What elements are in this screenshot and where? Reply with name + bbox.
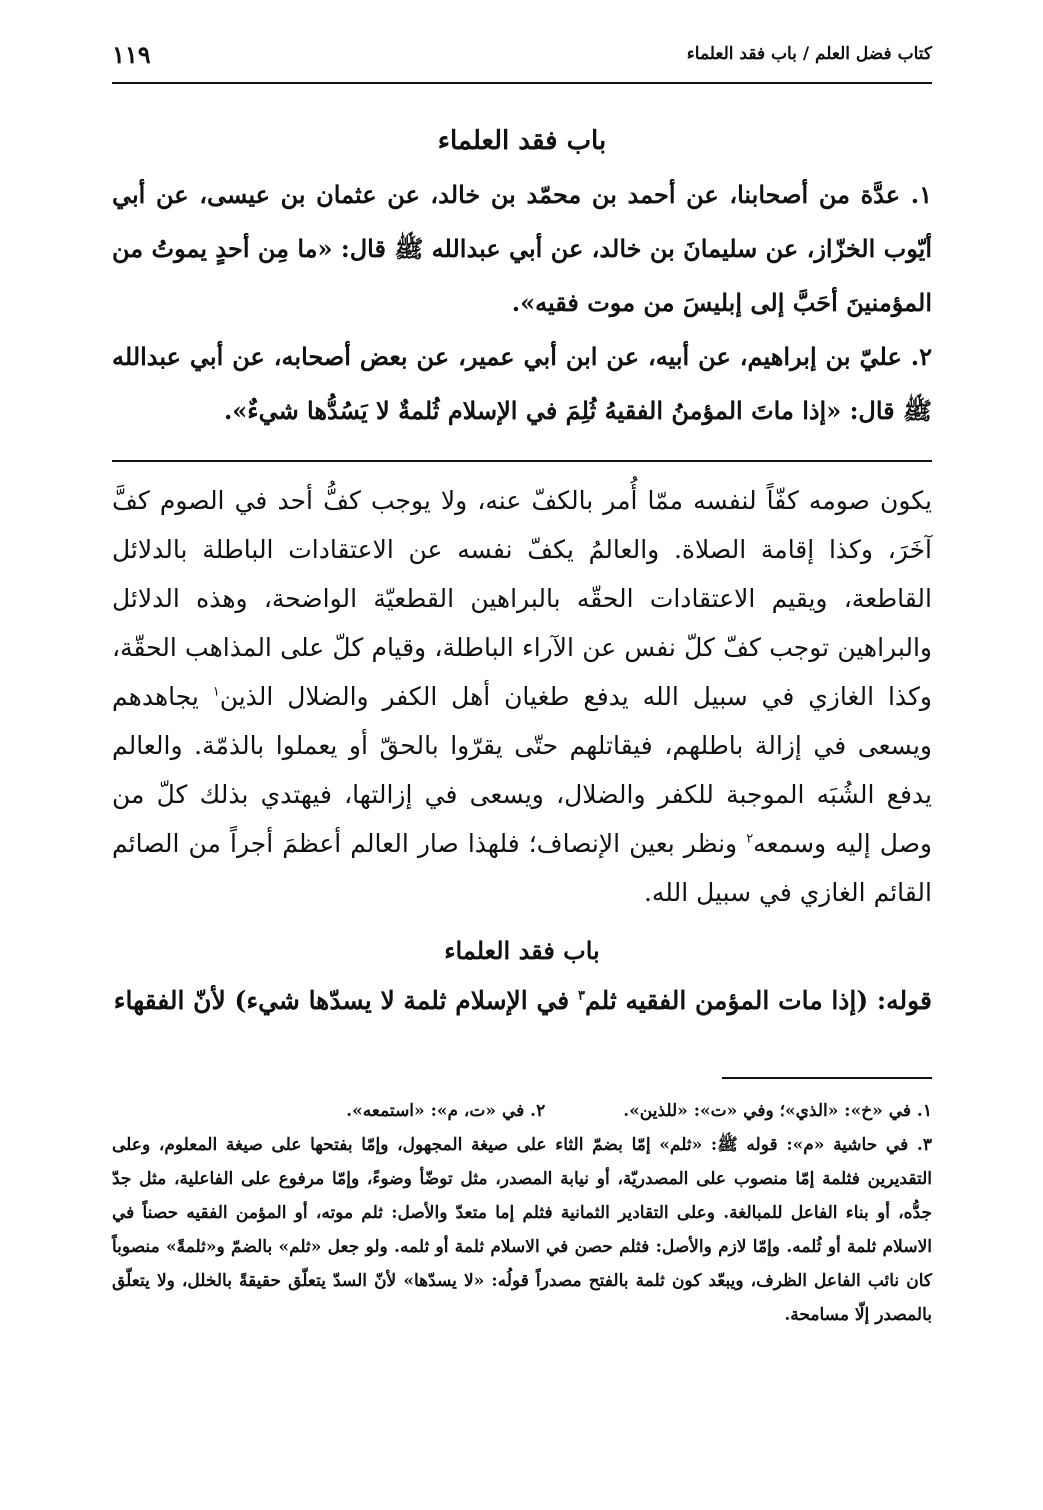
hadith-block bbox=[112, 168, 932, 438]
footnotes bbox=[112, 1094, 932, 1332]
commentary bbox=[112, 476, 932, 917]
footnote-divider bbox=[722, 1077, 932, 1079]
lemma-text-part-2: في الإسلام ثلمة لا يسدّها شيء) لأنّ الفقهاء bbox=[113, 986, 578, 1015]
commentary-text-part-2: يجاهدهم ويسعى في إزالة باطلهم، فيقاتلهم حتّى يقرّوا بالحقّ أو يعملوا بالذمّة. والعالم يدفع الشُبَه الموجبة للكفر والضلال، ويسعى في إزالتها، فيهتدي بذلك كلّ من وصل إليه وسمعه bbox=[112, 682, 932, 858]
text-commentary-divider bbox=[112, 460, 932, 462]
commentary-paragraph bbox=[112, 476, 932, 917]
page-number: ١١٩ bbox=[112, 40, 151, 69]
footnote-1: ١. في «خ»: «الذي»؛ وفي «ت»: «للذين». bbox=[623, 1101, 932, 1121]
footnote-ref-3[interactable]: ٣ bbox=[577, 988, 585, 1004]
commentary-text-part-1: يكون صومه كفّاً لنفسه ممّا أُمر بالكفّ عنه، ولا يوجب كفُّ أحد في الصوم كفَّ آخَرَ، وكذا إقامة الصلاة. والعالمُ يكفّ نفسه عن الاعتقادات الباطلة بالدلائل القاطعة، ويقيم الاعتقادات الحقّه بالبراهين القطعيّة الواضحة، وهذه الدلائل والبراهين توجب كفّ كلّ نفس عن الآراء الباطلة، وقيام كلّ على المذاهب الحقّة، وكذا الغازي في سبيل الله يدفع طغيان أهل الكفر والضلال الذين bbox=[112, 486, 932, 711]
commentary-text-part-3: ونظر بعين الإنصاف؛ فلهذا صار العالم أعظمَ أجراً من الصائم القائم الغازي في سبيل الله. bbox=[112, 829, 932, 907]
lemma-line bbox=[112, 978, 932, 1024]
footnote-2: ٢. في «ت، م»: «استمعه». bbox=[346, 1101, 546, 1121]
footnote-row-short bbox=[112, 1094, 932, 1128]
running-header bbox=[112, 38, 932, 84]
section-title: باب فقد العلماء bbox=[444, 936, 600, 965]
hadith-2: ٢. عليّ بن إبراهيم، عن أبيه، عن ابن أبي عمير، عن بعض أصحابه، عن أبي عبدالله ﷺ قال: «إذا ماتَ المؤمنُ الفقيهُ ثُلِمَ في الإسلام ثُلمةٌ لا يَسُدُّها شيءٌ». bbox=[112, 342, 932, 425]
footnote-3: ٣. في حاشية «م»: قوله ﷺ: «ثلم» إمّا بضمّ الثاء على صيغة المجهول، وإمّا بفتحها على صيغة المعلوم، وعلى التقديرين فثلمة إمّا منصوب على المصدريّة، أو نيابة المصدر، مثل توضّأ وضوءً، وإمّا مرفوع على الفاعلية، مثل جدّ جدُّه، أو بناء الفاعل للمبالغة. وعلى التقادير الثمانية فثلم إما متعدّ والأصل: ثلم موته، أو المؤمن الفقيه حصناً في الاسلام ثلمة أو ثُلمه. وإمّا لازم والأصل: فثلم حصن في الاسلام ثلمة أو ثلمه. ولو جعل «ثلم» بالضمّ و«ثلمةً» منصوباً كان نائب الفاعل الظرف، ويبعّد كون ثلمة بالفتح مصدراً قولُه: «لا يسدّها» لأنّ السدّ يتعلّق حقيقةً بالخلل، ولا يتعلّق بالمصدر إلّا مسامحة. bbox=[112, 1135, 932, 1325]
running-title: كتاب فضل العلم / باب فقد العلماء bbox=[686, 44, 932, 64]
footnote-ref-2[interactable]: ٢ bbox=[746, 831, 754, 847]
chapter-title: باب فقد العلماء bbox=[437, 126, 607, 156]
hadith-1: ١. عدَّة من أصحابنا، عن أحمد بن محمّد بن خالد، عن عثمان بن عيسى، عن أبي أيّوب الخزّاز، عن سليمانَ بن خالد، عن أبي عبدالله ﷺ قال: «ما مِن أحدٍ يموتُ من المؤمنينَ أحَبَّ إلى إبليسَ من موت فقيه». bbox=[112, 180, 932, 317]
lemma-text-part-1: قوله: (إذا مات المؤمن الفقيه ثلم bbox=[584, 986, 932, 1015]
footnote-ref-1[interactable]: ١ bbox=[212, 684, 220, 700]
